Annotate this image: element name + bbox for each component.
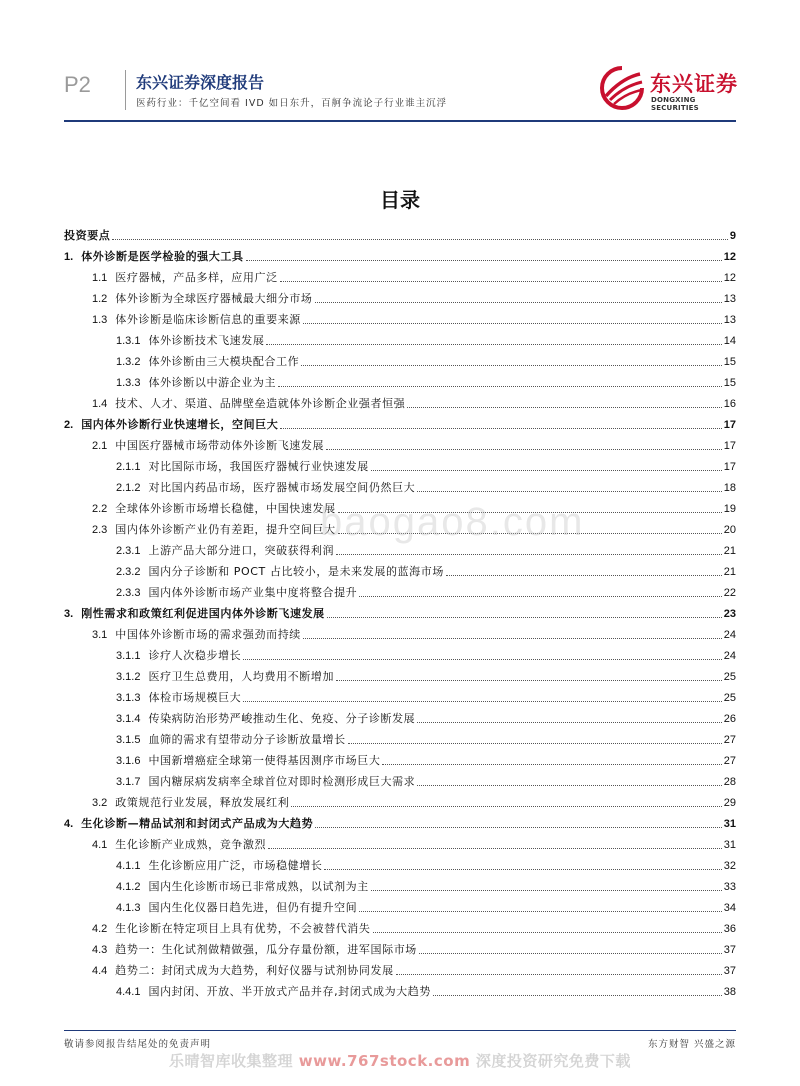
toc-entry[interactable]: [64, 684, 736, 705]
toc-entry-page: 17: [723, 419, 736, 431]
toc-entry-title: 国内生化仪器日趋先进，但仍有提升空间: [148, 901, 358, 914]
toc-entry-title: 体外诊断为全球医疗器械最大细分市场: [115, 292, 313, 305]
toc-entry[interactable]: [64, 768, 736, 789]
toc-entry[interactable]: [64, 705, 736, 726]
report-series-title: 东兴证券深度报告: [136, 73, 265, 92]
toc-dot-leader: [303, 323, 722, 324]
toc-entry-number: 3.1.5: [116, 734, 141, 746]
toc-entry[interactable]: [64, 894, 736, 915]
toc-entry-title: 国内糖尿病发病率全球首位对即时检测形成巨大需求: [148, 775, 416, 788]
toc-entry-title: 体外诊断由三大模块配合工作: [148, 355, 300, 368]
toc-dot-leader: [433, 995, 722, 996]
toc-entry-title: 国内体外诊断市场产业集中度将整合提升: [148, 586, 358, 599]
toc-entry-title: 血筛的需求有望带动分子诊断放量增长: [148, 733, 346, 746]
toc-entry[interactable]: [64, 978, 736, 999]
toc-entry-title: 医疗卫生总费用，人均费用不断增加: [148, 670, 335, 683]
toc-entry-number: 2.3.2: [116, 566, 141, 578]
toc-entry-title: 对比国内药品市场，医疗器械市场发展空间仍然巨大: [148, 481, 416, 494]
toc-entry-page: 38: [723, 986, 736, 998]
toc-entry[interactable]: [64, 369, 736, 390]
toc-entry-page: 24: [723, 629, 736, 641]
toc-entry-number: 1.2: [92, 293, 108, 305]
toc-entry-number: 1.3.3: [116, 377, 141, 389]
toc-entry-title: 国内封闭、开放、半开放式产品并存,封闭式成为大趋势: [148, 985, 431, 998]
toc-entry-title: 技术、人才、渠道、品牌壁垒造就体外诊断企业强者恒强: [115, 397, 406, 410]
toc-entry-number: 2.2: [92, 503, 108, 515]
toc-entry[interactable]: [64, 222, 736, 243]
toc-dot-leader: [396, 974, 722, 975]
toc-dot-leader: [266, 344, 721, 345]
toc-dot-leader: [246, 260, 722, 261]
toc-entry-page: 17: [723, 461, 736, 473]
toc-entry-page: 9: [729, 230, 736, 242]
toc-dot-leader: [359, 596, 721, 597]
footer-rule: [64, 1030, 736, 1031]
toc-entry-title: 国内分子诊断和 POCT 占比较小，是未来发展的蓝海市场: [148, 565, 444, 578]
table-of-contents: [64, 222, 736, 999]
toc-entry[interactable]: [64, 327, 736, 348]
toc-entry-title: 政策规范行业发展，释放发展红利: [115, 796, 290, 809]
toc-entry-number: 1.3.1: [116, 335, 141, 347]
toc-entry[interactable]: [64, 285, 736, 306]
toc-entry-title: 全球体外诊断市场增长稳健，中国快速发展: [115, 502, 336, 515]
toc-dot-leader: [327, 617, 722, 618]
toc-entry-title: 诊疗人次稳步增长: [148, 649, 242, 662]
toc-entry-number: 3.1: [92, 629, 108, 641]
toc-entry[interactable]: [64, 453, 736, 474]
banner-suffix: 深度投资研究免费下载: [470, 1052, 631, 1070]
toc-entry[interactable]: [64, 579, 736, 600]
toc-entry-page: 31: [723, 818, 736, 830]
toc-entry-page: 13: [723, 293, 736, 305]
toc-entry[interactable]: [64, 915, 736, 936]
toc-dot-leader: [291, 806, 721, 807]
toc-entry-page: 27: [723, 755, 736, 767]
toc-entry-title: 生化诊断在特定项目上具有优势，不会被替代消失: [115, 922, 371, 935]
toc-dot-leader: [417, 722, 721, 723]
toc-entry-title: 国内体外诊断产业仍有差距，提升空间巨大: [115, 523, 336, 536]
toc-dot-leader: [348, 743, 722, 744]
toc-entry-title: 体外诊断以中游企业为主: [148, 376, 277, 389]
toc-entry[interactable]: [64, 474, 736, 495]
toc-dot-leader: [315, 827, 722, 828]
toc-entry-number: 4.: [64, 818, 74, 830]
toc-entry-number: 1.3: [92, 314, 108, 326]
toc-entry-page: 34: [723, 902, 736, 914]
toc-entry-page: 37: [723, 944, 736, 956]
toc-entry-title: 生化诊断产业成熟，竞争激烈: [115, 838, 267, 851]
toc-entry[interactable]: [64, 810, 736, 831]
toc-entry-number: 4.1: [92, 839, 108, 851]
toc-entry-title: 生化诊断—精品试剂和封闭式产品成为大趋势: [81, 817, 314, 830]
toc-entry-number: 4.4.1: [116, 986, 141, 998]
toc-entry-page: 18: [723, 482, 736, 494]
toc-dot-leader: [373, 932, 722, 933]
toc-dot-leader: [243, 701, 721, 702]
toc-entry-number: 2.3: [92, 524, 108, 536]
header-separator: [125, 70, 126, 110]
toc-dot-leader: [303, 638, 722, 639]
toc-entry-page: 32: [723, 860, 736, 872]
toc-entry[interactable]: [64, 852, 736, 873]
toc-entry-page: 17: [723, 440, 736, 452]
report-subtitle: 医药行业：千亿空间看 IVD 如日东升，百舸争流论子行业谁主沉浮: [136, 98, 448, 109]
toc-entry-page: 25: [723, 692, 736, 704]
toc-entry-title: 国内生化诊断市场已非常成熟，以试剂为主: [148, 880, 369, 893]
toc-entry-title: 中国新增癌症全球第一使得基因测序市场巨大: [148, 754, 381, 767]
toc-dot-leader: [417, 491, 721, 492]
toc-entry-page: 21: [723, 566, 736, 578]
toc-entry[interactable]: [64, 306, 736, 327]
toc-dot-leader: [315, 302, 722, 303]
toc-dot-leader: [371, 470, 722, 471]
toc-entry-page: 29: [723, 797, 736, 809]
toc-entry-number: 3.1.7: [116, 776, 141, 788]
banner-prefix: 乐晴智库收集整理: [169, 1052, 299, 1070]
toc-dot-leader: [112, 239, 727, 240]
toc-entry-page: 33: [723, 881, 736, 893]
toc-dot-leader: [301, 365, 721, 366]
toc-entry-page: 15: [723, 377, 736, 389]
toc-dot-leader: [382, 764, 721, 765]
toc-dot-leader: [336, 554, 722, 555]
toc-entry[interactable]: [64, 726, 736, 747]
toc-entry-page: 14: [723, 335, 736, 347]
logo-chinese-name: 东兴证券: [650, 72, 738, 96]
toc-entry-title: 传染病防治形势严峻推动生化、免疫、分子诊断发展: [148, 712, 416, 725]
toc-entry-page: 13: [723, 314, 736, 326]
toc-entry[interactable]: [64, 348, 736, 369]
toc-entry-page: 23: [723, 608, 736, 620]
company-slogan: 东方财智 兴盛之源: [647, 1039, 736, 1050]
toc-dot-leader: [446, 575, 722, 576]
toc-entry-number: 3.: [64, 608, 74, 620]
toc-entry-page: 21: [723, 545, 736, 557]
toc-dot-leader: [324, 869, 721, 870]
toc-entry[interactable]: [64, 789, 736, 810]
toc-entry-title: 医疗器械，产品多样，应用广泛: [115, 271, 278, 284]
toc-dot-leader: [407, 407, 721, 408]
toc-entry[interactable]: [64, 831, 736, 852]
toc-entry-number: 2.1.1: [116, 461, 141, 473]
toc-entry-page: 28: [723, 776, 736, 788]
toc-entry[interactable]: [64, 264, 736, 285]
toc-dot-leader: [280, 428, 721, 429]
page-number: P2: [64, 72, 91, 97]
toc-entry-page: 20: [723, 524, 736, 536]
toc-entry-number: 4.1.2: [116, 881, 141, 893]
toc-entry-number: 2.3.1: [116, 545, 141, 557]
toc-entry-number: 2.3.3: [116, 587, 141, 599]
toc-entry-title: 投资要点: [64, 229, 111, 242]
toc-entry-number: 4.3: [92, 944, 108, 956]
toc-entry-title: 体外诊断是临床诊断信息的重要来源: [115, 313, 301, 326]
toc-entry-page: 15: [723, 356, 736, 368]
toc-entry-page: 31: [723, 839, 736, 851]
toc-entry[interactable]: [64, 411, 736, 432]
toc-entry[interactable]: [64, 663, 736, 684]
toc-entry-page: 26: [723, 713, 736, 725]
toc-dot-leader: [371, 890, 722, 891]
toc-dot-leader: [268, 848, 722, 849]
toc-entry-number: 1.: [64, 251, 74, 263]
toc-dot-leader: [278, 386, 722, 387]
toc-title: 目录: [380, 188, 420, 212]
toc-entry-number: 2.1: [92, 440, 108, 452]
toc-entry-title: 上游产品大部分进口，突破获得利润: [148, 544, 335, 557]
toc-entry[interactable]: [64, 621, 736, 642]
toc-entry[interactable]: [64, 642, 736, 663]
toc-entry-title: 体外诊断技术飞速发展: [148, 334, 265, 347]
toc-entry-number: 1.4: [92, 398, 108, 410]
toc-entry-title: 中国体外诊断市场的需求强劲而持续: [115, 628, 301, 641]
toc-entry-title: 体外诊断是医学检验的强大工具: [81, 250, 244, 263]
toc-entry[interactable]: [64, 873, 736, 894]
toc-dot-leader: [417, 785, 721, 786]
toc-entry-title: 国内体外诊断行业快速增长，空间巨大: [81, 418, 279, 431]
toc-entry-title: 趋势一：生化试剂做精做强，瓜分存量份额，进军国际市场: [115, 943, 417, 956]
toc-entry-number: 3.1.6: [116, 755, 141, 767]
toc-dot-leader: [326, 449, 722, 450]
toc-entry-page: 25: [723, 671, 736, 683]
dongxing-logo: [598, 66, 738, 110]
toc-entry-number: 1.1: [92, 272, 108, 284]
toc-entry[interactable]: [64, 432, 736, 453]
header-rule: [64, 120, 736, 122]
toc-entry[interactable]: [64, 390, 736, 411]
banner-url: www.767stock.com: [298, 1052, 471, 1070]
toc-entry-number: 1.3.2: [116, 356, 141, 368]
toc-entry-page: 27: [723, 734, 736, 746]
toc-entry-number: 2.1.2: [116, 482, 141, 494]
toc-dot-leader: [243, 659, 721, 660]
dongxing-logo-icon: [598, 66, 646, 110]
watermark: baogao8.com: [320, 500, 585, 544]
toc-dot-leader: [419, 953, 722, 954]
toc-entry-title: 体检市场规模巨大: [148, 691, 242, 704]
disclaimer-note: 敬请参阅报告结尾处的免责声明: [64, 1039, 212, 1050]
toc-entry[interactable]: [64, 747, 736, 768]
toc-entry-page: 24: [723, 650, 736, 662]
toc-entry-page: 22: [723, 587, 736, 599]
toc-entry-number: 3.1.3: [116, 692, 141, 704]
toc-entry-title: 对比国际市场，我国医疗器械行业快速发展: [148, 460, 369, 473]
toc-entry[interactable]: [64, 243, 736, 264]
toc-entry-page: 12: [723, 251, 736, 263]
toc-entry[interactable]: [64, 957, 736, 978]
source-banner: [0, 1050, 800, 1071]
toc-entry-title: 趋势二：封闭式成为大趋势，利好仪器与试剂协同发展: [115, 964, 394, 977]
toc-entry-title: 生化诊断应用广泛，市场稳健增长: [148, 859, 323, 872]
toc-entry-number: 3.1.4: [116, 713, 141, 725]
toc-entry-page: 12: [723, 272, 736, 284]
toc-entry-number: 2.: [64, 419, 74, 431]
toc-entry-number: 4.1.1: [116, 860, 141, 872]
toc-entry-number: 3.1.1: [116, 650, 141, 662]
toc-dot-leader: [280, 281, 722, 282]
toc-entry-page: 37: [723, 965, 736, 977]
toc-entry-page: 19: [723, 503, 736, 515]
toc-entry-number: 4.2: [92, 923, 108, 935]
toc-entry-number: 3.2: [92, 797, 108, 809]
toc-entry[interactable]: [64, 936, 736, 957]
toc-dot-leader: [336, 680, 722, 681]
toc-entry-title: 中国医疗器械市场带动体外诊断飞速发展: [115, 439, 325, 452]
logo-english-name: DONGXING SECURITIES: [651, 96, 699, 112]
toc-dot-leader: [359, 911, 721, 912]
toc-entry-number: 4.4: [92, 965, 108, 977]
toc-entry-number: 4.1.3: [116, 902, 141, 914]
toc-entry-page: 16: [723, 398, 736, 410]
toc-entry[interactable]: [64, 558, 736, 579]
toc-entry-number: 3.1.2: [116, 671, 141, 683]
toc-entry[interactable]: [64, 600, 736, 621]
toc-entry-page: 36: [723, 923, 736, 935]
toc-entry-title: 刚性需求和政策红利促进国内体外诊断飞速发展: [81, 607, 325, 620]
